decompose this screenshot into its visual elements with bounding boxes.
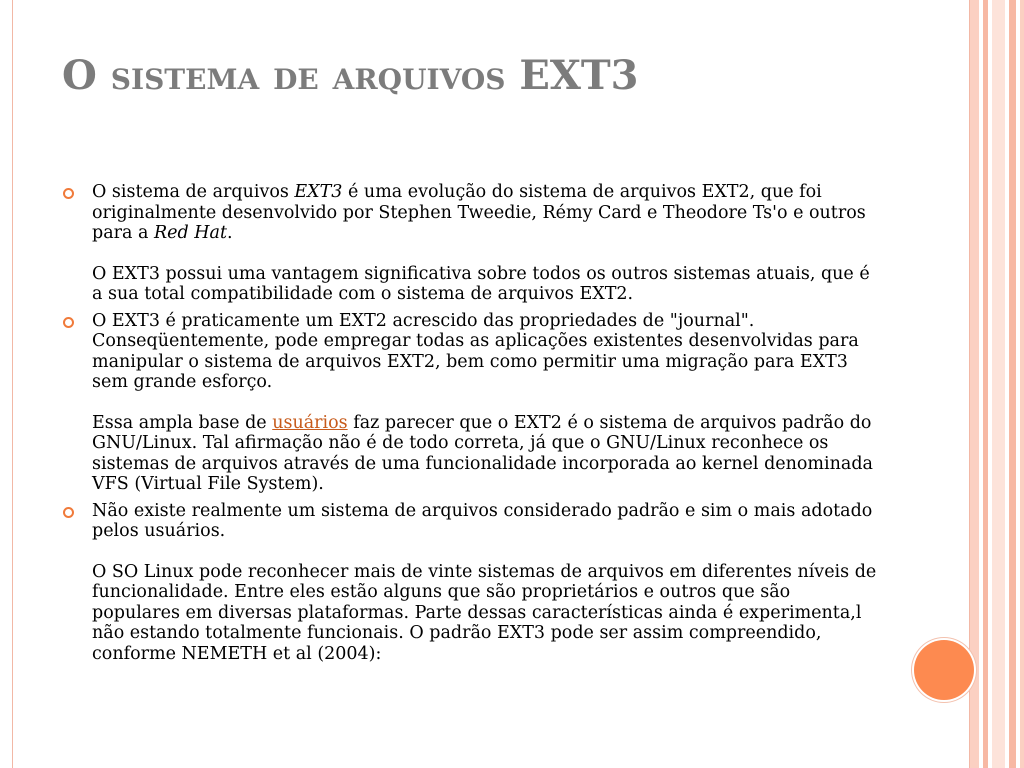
bullet-ring-icon bbox=[62, 182, 92, 202]
emphasis: EXT3 bbox=[294, 182, 343, 202]
slide-title: O sistema de arquivos EXT3 bbox=[62, 52, 639, 99]
bullet-item bbox=[62, 501, 882, 665]
bullet-ring-icon bbox=[62, 311, 92, 331]
paragraph: O EXT3 é praticamente um EXT2 acrescido das propriedades de "journal". Conseqüentemente, pode empregar todas as aplicações existentes desenvolvidas para manipular o sistema de arquivos EXT2, bem como permitir uma migração para EXT3 sem grande esforço. bbox=[92, 310, 859, 392]
bullet-text bbox=[92, 501, 882, 665]
decorative-side-stripes bbox=[970, 0, 1024, 768]
bullet-ring-icon bbox=[62, 501, 92, 521]
emphasis: Red Hat bbox=[154, 223, 228, 243]
bullet-list bbox=[62, 182, 882, 670]
usuarios-link[interactable]: usuários bbox=[272, 412, 348, 433]
paragraph bbox=[92, 182, 882, 244]
paragraph: O SO Linux pode reconhecer mais de vinte sistemas de arquivos em diferentes níveis de funcionalidade. Entre eles estão alguns que são proprietários e outros que são populares em diversas plataformas. Parte dessas características ainda é experimenta,l não estando totalmente funcionais. O padrão EXT3 pode ser assim compreendido, conforme NEMETH et al (2004): bbox=[92, 561, 877, 664]
paragraph bbox=[92, 413, 882, 495]
bullet-item bbox=[62, 182, 882, 305]
text-run: . bbox=[227, 223, 233, 243]
stripe bbox=[1020, 0, 1024, 768]
text-run: é uma evolução do sistema de arquivos EXT2, que foi originalmente desenvolvido por Stephen Tweedie, Rémy Card e Theodore Ts'o e outros para a bbox=[92, 182, 866, 243]
text-run: Essa ampla base de bbox=[92, 412, 273, 433]
text-run: faz parecer que o EXT2 é o sistema de arquivos padrão do GNU/Linux. Tal afirmação não é de todo correta, já que o GNU/Linux reconhece os sistemas de arquivos através de uma funcionalidade incorporada ao kernel denominada VFS (Virtual File System). bbox=[92, 412, 873, 494]
bullet-text bbox=[92, 311, 882, 495]
stripe bbox=[1009, 0, 1016, 768]
paragraph: O EXT3 possui uma vantagem significativa sobre todos os outros sistemas atuais, que é a sua total compatibilidade com o sistema de arquivos EXT2. bbox=[92, 263, 870, 304]
stripe bbox=[983, 0, 988, 768]
bullet-text bbox=[92, 182, 882, 305]
text-run: O sistema de arquivos bbox=[92, 182, 295, 202]
paragraph: Não existe realmente um sistema de arquivos considerado padrão e sim o mais adotado pelos usuários. bbox=[92, 500, 873, 541]
stripe bbox=[992, 0, 1005, 768]
decorative-circle-icon bbox=[914, 640, 974, 700]
stripe bbox=[970, 0, 979, 768]
bullet-item bbox=[62, 311, 882, 495]
